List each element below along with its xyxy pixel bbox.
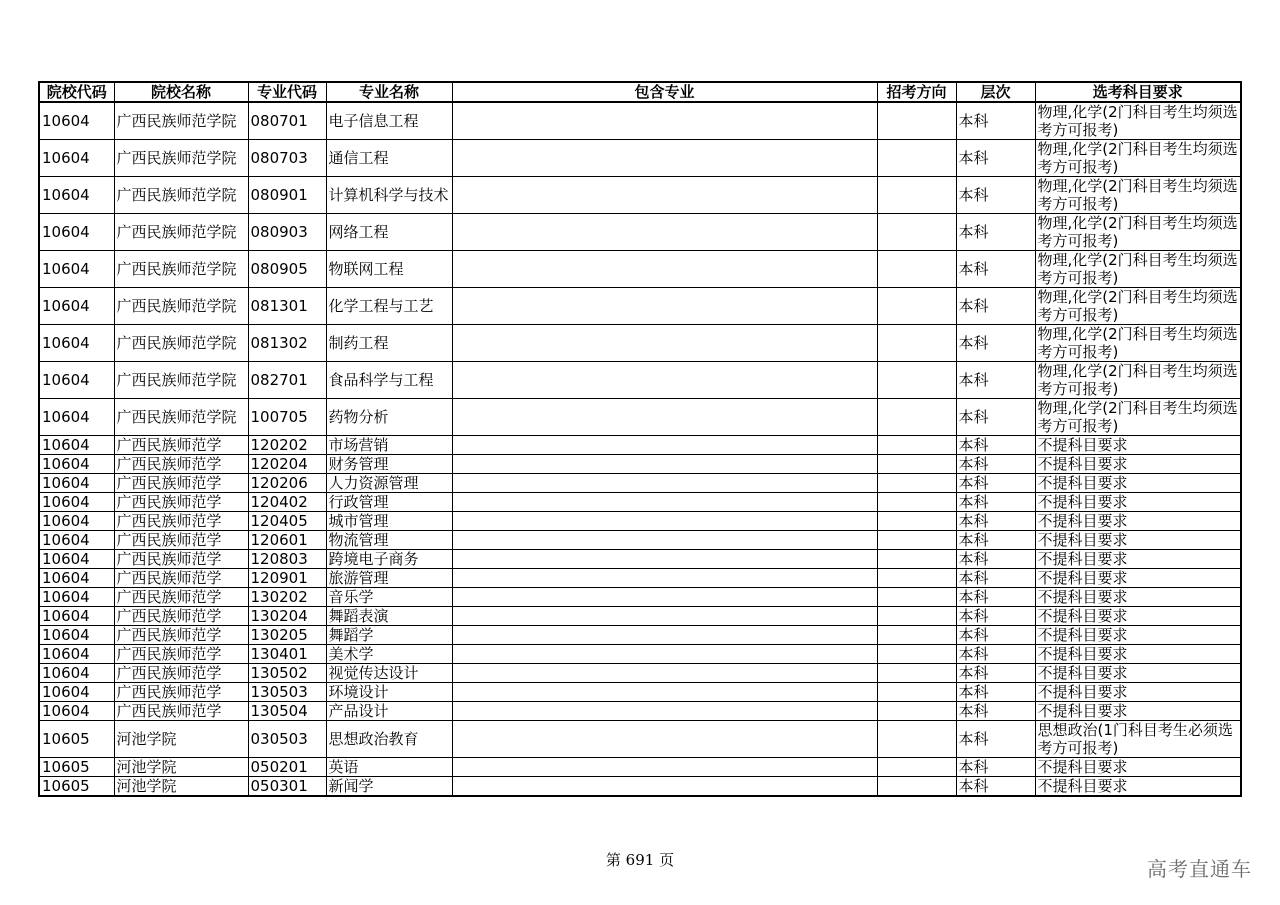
cell-level: 本科 xyxy=(956,550,1035,569)
cell-school-name: 广西民族师范学院 xyxy=(114,177,248,214)
cell-requirement: 不提科目要求 xyxy=(1035,512,1241,531)
cell-school-name: 广西民族师范学院 xyxy=(114,288,248,325)
cell-major-name: 通信工程 xyxy=(326,140,452,177)
cell-major-name: 跨境电子商务 xyxy=(326,550,452,569)
cell-direction xyxy=(877,455,956,474)
header-direction: 招考方向 xyxy=(877,82,956,102)
cell-school-name: 河池学院 xyxy=(114,777,248,797)
cell-direction xyxy=(877,531,956,550)
cell-direction xyxy=(877,569,956,588)
cell-requirement: 不提科目要求 xyxy=(1035,607,1241,626)
cell-school-code: 10604 xyxy=(39,645,114,664)
table-row xyxy=(39,455,1241,474)
cell-school-code: 10604 xyxy=(39,626,114,645)
cell-school-code: 10604 xyxy=(39,399,114,436)
cell-major-code: 080901 xyxy=(248,177,326,214)
cell-major-code: 081302 xyxy=(248,325,326,362)
header-requirement: 选考科目要求 xyxy=(1035,82,1241,102)
cell-included-majors xyxy=(452,569,877,588)
cell-school-code: 10604 xyxy=(39,177,114,214)
cell-major-code: 080701 xyxy=(248,102,326,140)
cell-included-majors xyxy=(452,102,877,140)
cell-direction xyxy=(877,177,956,214)
cell-level: 本科 xyxy=(956,177,1035,214)
table-row xyxy=(39,550,1241,569)
cell-school-name: 河池学院 xyxy=(114,758,248,777)
cell-direction xyxy=(877,588,956,607)
table-row xyxy=(39,645,1241,664)
cell-school-name: 广西民族师范学 xyxy=(114,645,248,664)
cell-school-code: 10604 xyxy=(39,702,114,721)
cell-major-name: 英语 xyxy=(326,758,452,777)
cell-included-majors xyxy=(452,325,877,362)
table-row xyxy=(39,288,1241,325)
cell-school-name: 广西民族师范学 xyxy=(114,683,248,702)
cell-major-code: 120803 xyxy=(248,550,326,569)
cell-level: 本科 xyxy=(956,436,1035,455)
cell-included-majors xyxy=(452,436,877,455)
cell-included-majors xyxy=(452,177,877,214)
cell-direction xyxy=(877,721,956,758)
cell-included-majors xyxy=(452,288,877,325)
cell-direction xyxy=(877,645,956,664)
cell-major-name: 电子信息工程 xyxy=(326,102,452,140)
cell-major-code: 130401 xyxy=(248,645,326,664)
cell-included-majors xyxy=(452,399,877,436)
table-row xyxy=(39,399,1241,436)
table-row xyxy=(39,512,1241,531)
cell-major-code: 120202 xyxy=(248,436,326,455)
cell-included-majors xyxy=(452,214,877,251)
cell-school-code: 10604 xyxy=(39,474,114,493)
cell-direction xyxy=(877,626,956,645)
cell-level: 本科 xyxy=(956,214,1035,251)
cell-requirement: 不提科目要求 xyxy=(1035,474,1241,493)
cell-school-code: 10604 xyxy=(39,436,114,455)
cell-school-code: 10605 xyxy=(39,777,114,797)
cell-major-name: 化学工程与工艺 xyxy=(326,288,452,325)
cell-level: 本科 xyxy=(956,474,1035,493)
cell-school-code: 10604 xyxy=(39,607,114,626)
cell-school-code: 10605 xyxy=(39,721,114,758)
cell-school-code: 10604 xyxy=(39,214,114,251)
header-level: 层次 xyxy=(956,82,1035,102)
cell-school-name: 广西民族师范学 xyxy=(114,664,248,683)
cell-level: 本科 xyxy=(956,512,1035,531)
cell-requirement: 不提科目要求 xyxy=(1035,436,1241,455)
cell-included-majors xyxy=(452,512,877,531)
cell-major-name: 产品设计 xyxy=(326,702,452,721)
cell-requirement: 不提科目要求 xyxy=(1035,626,1241,645)
cell-major-name: 新闻学 xyxy=(326,777,452,797)
cell-level: 本科 xyxy=(956,531,1035,550)
cell-direction xyxy=(877,777,956,797)
cell-level: 本科 xyxy=(956,325,1035,362)
cell-school-code: 10604 xyxy=(39,664,114,683)
table-row xyxy=(39,758,1241,777)
table-row xyxy=(39,664,1241,683)
cell-direction xyxy=(877,474,956,493)
table-row xyxy=(39,325,1241,362)
cell-major-name: 财务管理 xyxy=(326,455,452,474)
cell-school-code: 10604 xyxy=(39,455,114,474)
table-row xyxy=(39,588,1241,607)
table-row xyxy=(39,721,1241,758)
cell-requirement: 物理,化学(2门科目考生均须选考方可报考) xyxy=(1035,251,1241,288)
table-row xyxy=(39,683,1241,702)
cell-major-name: 市场营销 xyxy=(326,436,452,455)
cell-direction xyxy=(877,550,956,569)
cell-direction xyxy=(877,288,956,325)
cell-major-name: 物流管理 xyxy=(326,531,452,550)
cell-included-majors xyxy=(452,721,877,758)
cell-level: 本科 xyxy=(956,626,1035,645)
cell-level: 本科 xyxy=(956,607,1035,626)
cell-level: 本科 xyxy=(956,569,1035,588)
cell-school-name: 广西民族师范学 xyxy=(114,588,248,607)
cell-requirement: 不提科目要求 xyxy=(1035,645,1241,664)
cell-requirement: 不提科目要求 xyxy=(1035,550,1241,569)
cell-direction xyxy=(877,493,956,512)
cell-requirement: 不提科目要求 xyxy=(1035,664,1241,683)
cell-major-code: 050301 xyxy=(248,777,326,797)
cell-major-name: 物联网工程 xyxy=(326,251,452,288)
cell-school-name: 广西民族师范学 xyxy=(114,550,248,569)
cell-level: 本科 xyxy=(956,664,1035,683)
cell-major-code: 081301 xyxy=(248,288,326,325)
cell-major-name: 音乐学 xyxy=(326,588,452,607)
cell-school-name: 广西民族师范学 xyxy=(114,626,248,645)
cell-included-majors xyxy=(452,758,877,777)
cell-major-code: 080703 xyxy=(248,140,326,177)
cell-direction xyxy=(877,702,956,721)
cell-direction xyxy=(877,140,956,177)
cell-school-name: 广西民族师范学 xyxy=(114,512,248,531)
cell-major-name: 思想政治教育 xyxy=(326,721,452,758)
cell-school-code: 10604 xyxy=(39,512,114,531)
cell-school-code: 10604 xyxy=(39,531,114,550)
cell-requirement: 不提科目要求 xyxy=(1035,588,1241,607)
cell-major-name: 舞蹈表演 xyxy=(326,607,452,626)
cell-major-name: 网络工程 xyxy=(326,214,452,251)
cell-direction xyxy=(877,362,956,399)
cell-direction xyxy=(877,102,956,140)
table-row xyxy=(39,436,1241,455)
cell-requirement: 思想政治(1门科目考生必须选考方可报考) xyxy=(1035,721,1241,758)
cell-school-name: 广西民族师范学院 xyxy=(114,362,248,399)
cell-school-name: 广西民族师范学院 xyxy=(114,102,248,140)
header-school-code: 院校代码 xyxy=(39,82,114,102)
cell-requirement: 不提科目要求 xyxy=(1035,493,1241,512)
cell-school-code: 10604 xyxy=(39,102,114,140)
cell-school-name: 广西民族师范学 xyxy=(114,569,248,588)
cell-school-name: 广西民族师范学院 xyxy=(114,399,248,436)
cell-requirement: 不提科目要求 xyxy=(1035,758,1241,777)
cell-school-name: 广西民族师范学 xyxy=(114,702,248,721)
cell-level: 本科 xyxy=(956,362,1035,399)
header-major-name: 专业名称 xyxy=(326,82,452,102)
cell-direction xyxy=(877,325,956,362)
table-row xyxy=(39,102,1241,140)
cell-major-code: 080903 xyxy=(248,214,326,251)
table-row xyxy=(39,251,1241,288)
cell-direction xyxy=(877,683,956,702)
cell-major-name: 环境设计 xyxy=(326,683,452,702)
cell-requirement: 物理,化学(2门科目考生均须选考方可报考) xyxy=(1035,399,1241,436)
watermark-logo-text: 高考直通车 xyxy=(1147,857,1252,881)
cell-school-code: 10604 xyxy=(39,588,114,607)
cell-direction xyxy=(877,607,956,626)
cell-major-code: 130202 xyxy=(248,588,326,607)
cell-included-majors xyxy=(452,777,877,797)
cell-school-code: 10604 xyxy=(39,251,114,288)
cell-major-name: 城市管理 xyxy=(326,512,452,531)
cell-school-name: 广西民族师范学院 xyxy=(114,214,248,251)
cell-requirement: 物理,化学(2门科目考生均须选考方可报考) xyxy=(1035,325,1241,362)
cell-direction xyxy=(877,399,956,436)
cell-direction xyxy=(877,664,956,683)
table-row xyxy=(39,214,1241,251)
cell-level: 本科 xyxy=(956,102,1035,140)
cell-major-name: 计算机科学与技术 xyxy=(326,177,452,214)
table-row xyxy=(39,493,1241,512)
cell-school-code: 10604 xyxy=(39,288,114,325)
cell-requirement: 不提科目要求 xyxy=(1035,455,1241,474)
cell-direction xyxy=(877,436,956,455)
cell-level: 本科 xyxy=(956,455,1035,474)
cell-included-majors xyxy=(452,645,877,664)
cell-direction xyxy=(877,214,956,251)
cell-major-code: 130504 xyxy=(248,702,326,721)
cell-included-majors xyxy=(452,455,877,474)
cell-requirement: 不提科目要求 xyxy=(1035,777,1241,797)
cell-school-name: 广西民族师范学 xyxy=(114,493,248,512)
cell-level: 本科 xyxy=(956,645,1035,664)
cell-level: 本科 xyxy=(956,702,1035,721)
table-header-row xyxy=(39,82,1241,102)
cell-major-code: 130205 xyxy=(248,626,326,645)
cell-school-code: 10605 xyxy=(39,758,114,777)
header-included-majors: 包含专业 xyxy=(452,82,877,102)
table-row xyxy=(39,474,1241,493)
cell-major-name: 美术学 xyxy=(326,645,452,664)
cell-included-majors xyxy=(452,493,877,512)
header-school-name: 院校名称 xyxy=(114,82,248,102)
cell-requirement: 物理,化学(2门科目考生均须选考方可报考) xyxy=(1035,102,1241,140)
cell-major-name: 舞蹈学 xyxy=(326,626,452,645)
cell-major-code: 120601 xyxy=(248,531,326,550)
cell-requirement: 物理,化学(2门科目考生均须选考方可报考) xyxy=(1035,362,1241,399)
table-row xyxy=(39,362,1241,399)
cell-included-majors xyxy=(452,607,877,626)
cell-school-name: 广西民族师范学院 xyxy=(114,251,248,288)
cell-included-majors xyxy=(452,474,877,493)
cell-included-majors xyxy=(452,664,877,683)
cell-included-majors xyxy=(452,626,877,645)
table-row xyxy=(39,702,1241,721)
cell-major-code: 050201 xyxy=(248,758,326,777)
cell-level: 本科 xyxy=(956,140,1035,177)
cell-school-name: 河池学院 xyxy=(114,721,248,758)
cell-school-name: 广西民族师范学 xyxy=(114,474,248,493)
cell-direction xyxy=(877,512,956,531)
cell-school-name: 广西民族师范学院 xyxy=(114,140,248,177)
cell-requirement: 不提科目要求 xyxy=(1035,569,1241,588)
cell-level: 本科 xyxy=(956,399,1035,436)
cell-school-name: 广西民族师范学 xyxy=(114,436,248,455)
cell-level: 本科 xyxy=(956,683,1035,702)
cell-major-name: 视觉传达设计 xyxy=(326,664,452,683)
cell-included-majors xyxy=(452,588,877,607)
table-row xyxy=(39,607,1241,626)
table-row xyxy=(39,569,1241,588)
cell-level: 本科 xyxy=(956,721,1035,758)
table-row xyxy=(39,140,1241,177)
cell-level: 本科 xyxy=(956,777,1035,797)
cell-school-code: 10604 xyxy=(39,569,114,588)
cell-school-name: 广西民族师范学 xyxy=(114,531,248,550)
cell-requirement: 物理,化学(2门科目考生均须选考方可报考) xyxy=(1035,177,1241,214)
cell-requirement: 物理,化学(2门科目考生均须选考方可报考) xyxy=(1035,288,1241,325)
table-body xyxy=(39,102,1241,796)
admission-requirements-table xyxy=(38,81,1242,797)
cell-requirement: 物理,化学(2门科目考生均须选考方可报考) xyxy=(1035,214,1241,251)
cell-direction xyxy=(877,758,956,777)
cell-level: 本科 xyxy=(956,288,1035,325)
cell-level: 本科 xyxy=(956,251,1035,288)
cell-major-code: 120204 xyxy=(248,455,326,474)
cell-school-code: 10604 xyxy=(39,362,114,399)
cell-included-majors xyxy=(452,683,877,702)
cell-major-name: 食品科学与工程 xyxy=(326,362,452,399)
cell-requirement: 不提科目要求 xyxy=(1035,702,1241,721)
cell-major-code: 120402 xyxy=(248,493,326,512)
cell-included-majors xyxy=(452,531,877,550)
cell-included-majors xyxy=(452,702,877,721)
cell-school-name: 广西民族师范学 xyxy=(114,607,248,626)
cell-major-code: 082701 xyxy=(248,362,326,399)
cell-school-code: 10604 xyxy=(39,325,114,362)
cell-major-name: 药物分析 xyxy=(326,399,452,436)
header-major-code: 专业代码 xyxy=(248,82,326,102)
cell-school-name: 广西民族师范学 xyxy=(114,455,248,474)
table-row xyxy=(39,626,1241,645)
cell-included-majors xyxy=(452,362,877,399)
cell-level: 本科 xyxy=(956,758,1035,777)
cell-major-code: 130204 xyxy=(248,607,326,626)
cell-major-name: 制药工程 xyxy=(326,325,452,362)
table-row xyxy=(39,777,1241,797)
cell-school-name: 广西民族师范学院 xyxy=(114,325,248,362)
cell-school-code: 10604 xyxy=(39,493,114,512)
cell-major-code: 080905 xyxy=(248,251,326,288)
cell-level: 本科 xyxy=(956,588,1035,607)
cell-major-name: 行政管理 xyxy=(326,493,452,512)
page-number: 第 691 页 xyxy=(605,851,675,869)
cell-major-name: 旅游管理 xyxy=(326,569,452,588)
cell-major-name: 人力资源管理 xyxy=(326,474,452,493)
cell-level: 本科 xyxy=(956,493,1035,512)
cell-major-code: 120206 xyxy=(248,474,326,493)
cell-school-code: 10604 xyxy=(39,140,114,177)
cell-major-code: 130502 xyxy=(248,664,326,683)
cell-requirement: 不提科目要求 xyxy=(1035,683,1241,702)
cell-major-code: 120901 xyxy=(248,569,326,588)
cell-requirement: 物理,化学(2门科目考生均须选考方可报考) xyxy=(1035,140,1241,177)
cell-included-majors xyxy=(452,251,877,288)
cell-requirement: 不提科目要求 xyxy=(1035,531,1241,550)
cell-major-code: 120405 xyxy=(248,512,326,531)
cell-included-majors xyxy=(452,550,877,569)
cell-school-code: 10604 xyxy=(39,683,114,702)
table-row xyxy=(39,531,1241,550)
cell-major-code: 100705 xyxy=(248,399,326,436)
cell-major-code: 130503 xyxy=(248,683,326,702)
cell-school-code: 10604 xyxy=(39,550,114,569)
cell-included-majors xyxy=(452,140,877,177)
cell-major-code: 030503 xyxy=(248,721,326,758)
cell-direction xyxy=(877,251,956,288)
table-row xyxy=(39,177,1241,214)
